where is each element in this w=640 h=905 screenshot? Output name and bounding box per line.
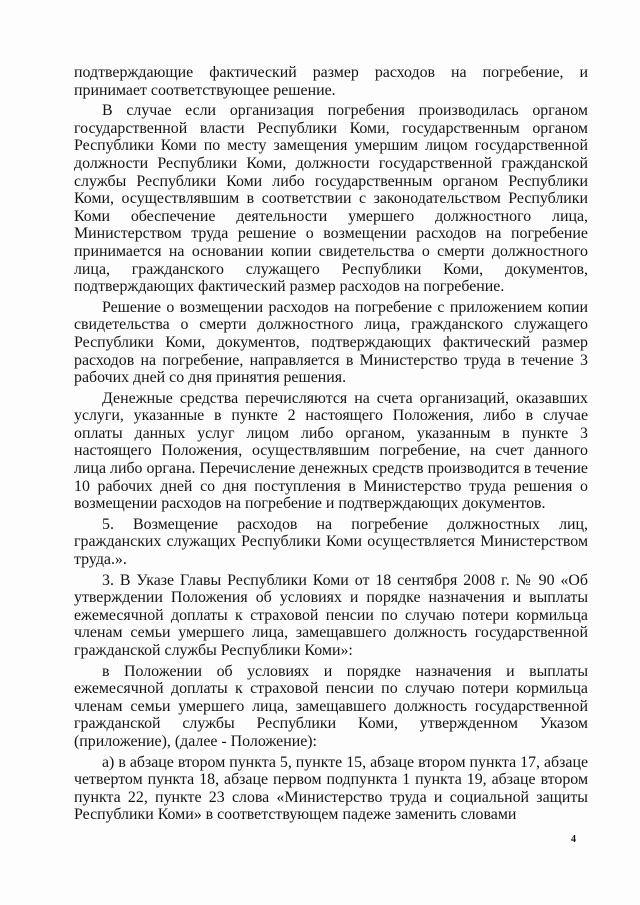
paragraph: 5. Возмещение расходов на погребение должностных лиц, гражданских служащих Республики Коми осуществляется Министерством труда.». [74, 515, 588, 569]
paragraph: 3. В Указе Главы Республики Коми от 18 сентября 2008 г. № 90 «Об утверждении Положения об условиях и порядке назначения и выплаты ежемесячной доплаты к страховой пенсии по случаю потери кормильца членам семьи умершего лица, замещавшего должность государственной гражданской службы Республики Коми»: [74, 571, 588, 659]
paragraph: Денежные средства перечисляются на счета организаций, оказавших услуги, указанные в пункте 2 настоящего Положения, либо в случае оплаты данных услуг лицом либо органом, указанным в пункте 3 настоящего Положения, осуществлявшим погребение, на счет данного лица либо органа. Перечисление денежных средств производится в течение 10 рабочих дней со дня поступления в Министерство труда решения о возмещении расходов на погребение и подтверждающих документов. [74, 389, 588, 513]
page-number: 4 [571, 834, 576, 845]
document-body [74, 64, 588, 824]
paragraph: Решение о возмещении расходов на погребение с приложением копии свидетельства о смерти должностного лица, гражданского служащего Республики Коми, документов, подтверждающих фактический размер расходов на погребение, направляется в Министерство труда в течение 3 рабочих дней со дня принятия решения. [74, 298, 588, 387]
paragraph: в Положении об условиях и порядке назначения и выплаты ежемесячной доплаты к страховой пенсии по случаю потери кормильца членам семьи умершего лица, замещавшего должность государственной гражданской службы Республики Коми, утвержденном Указом (приложение), (далее - Положение): [74, 662, 588, 750]
paragraph: В случае если организация погребения производилась органом государственной власти Республики Коми, государственным органом Республики Коми по месту замещения умершим лицом государственной должности Республики Коми, должности государственной гражданской службы Республики Коми либо государственным органом Республики Коми, осуществлявшим в соответствии с законодательством Республики Коми обеспечение деятельности умершего должностного лица, Министерством труда решение о возмещении расходов на погребение принимается на основании копии свидетельства о смерти должностного лица, гражданского служащего Республики Коми, документов, подтверждающих фактический размер расходов на погребение. [74, 102, 588, 296]
paragraph: а) в абзаце втором пункта 5, пункте 15, абзаце втором пункта 17, абзаце четвертом пункта 18, абзаце первом подпункта 1 пункта 19, абзаце втором пункта 22, пункте 23 слова «Министерство труда и социальной защиты Республики Коми» в соответствующем падеже заменить словами [74, 753, 588, 824]
paragraph: подтверждающие фактический размер расходов на погребение, и принимает соответствующее решение. [74, 64, 588, 99]
